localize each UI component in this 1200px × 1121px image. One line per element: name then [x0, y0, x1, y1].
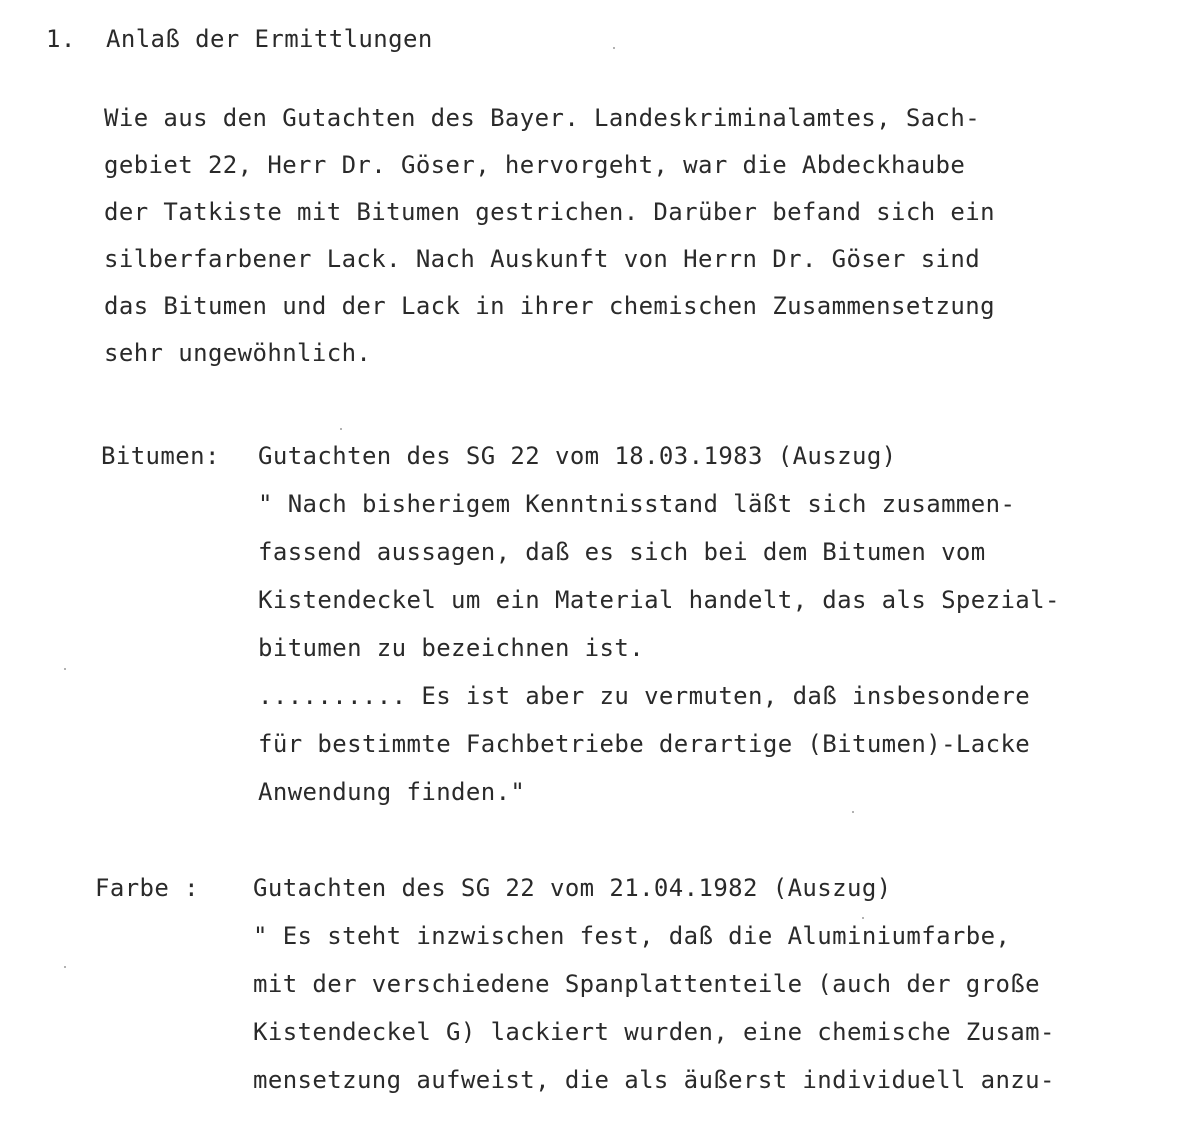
- excerpt-line: Anwendung finden.": [258, 778, 526, 806]
- scan-speck: [64, 668, 66, 670]
- bitumen-label: Bitumen:: [101, 442, 220, 470]
- scan-speck: [852, 811, 854, 813]
- excerpt-line: Kistendeckel um ein Material handelt, das als Spezial-: [258, 586, 1060, 614]
- scan-speck: [862, 917, 864, 919]
- excerpt-line: mensetzung aufweist, die als äußerst individuell anzu-: [253, 1066, 1055, 1094]
- excerpt-line: für bestimmte Fachbetriebe derartige (Bitumen)-Lacke: [258, 730, 1031, 758]
- excerpt-line: mit der verschiedene Spanplattenteile (auch der große: [253, 970, 1041, 998]
- intro-line: sehr ungewöhnlich.: [104, 339, 372, 367]
- intro-paragraph: [104, 103, 995, 385]
- excerpt-line: Kistendeckel G) lackiert wurden, eine chemische Zusam-: [253, 1018, 1055, 1046]
- excerpt-line: Gutachten des SG 22 vom 18.03.1983 (Auszug): [258, 442, 897, 470]
- farbe-label: Farbe :: [95, 874, 199, 902]
- intro-line: gebiet 22, Herr Dr. Göser, hervorgeht, war die Abdeckhaube: [104, 151, 966, 179]
- scan-speck: [613, 47, 615, 49]
- section-title: Anlaß der Ermittlungen: [106, 25, 433, 53]
- intro-line: das Bitumen und der Lack in ihrer chemischen Zusammensetzung: [104, 292, 995, 320]
- scan-speck: [64, 966, 66, 968]
- excerpt-line: .......... Es ist aber zu vermuten, daß insbesondere: [258, 682, 1031, 710]
- excerpt-line: " Es steht inzwischen fest, daß die Aluminiumfarbe,: [253, 922, 1011, 950]
- excerpt-line: " Nach bisherigem Kenntnisstand läßt sich zusammen-: [258, 490, 1016, 518]
- intro-line: silberfarbener Lack. Nach Auskunft von Herrn Dr. Göser sind: [104, 245, 981, 273]
- farbe-excerpt: [253, 873, 1055, 1113]
- intro-line: Wie aus den Gutachten des Bayer. Landeskriminalamtes, Sach-: [104, 104, 981, 132]
- excerpt-line: bitumen zu bezeichnen ist.: [258, 634, 645, 662]
- excerpt-line: Gutachten des SG 22 vom 21.04.1982 (Auszug): [253, 874, 892, 902]
- intro-line: der Tatkiste mit Bitumen gestrichen. Darüber befand sich ein: [104, 198, 995, 226]
- scan-speck: [340, 428, 342, 430]
- section-number: 1.: [46, 25, 76, 53]
- bitumen-excerpt: [258, 441, 1060, 825]
- excerpt-line: fassend aussagen, daß es sich bei dem Bitumen vom: [258, 538, 986, 566]
